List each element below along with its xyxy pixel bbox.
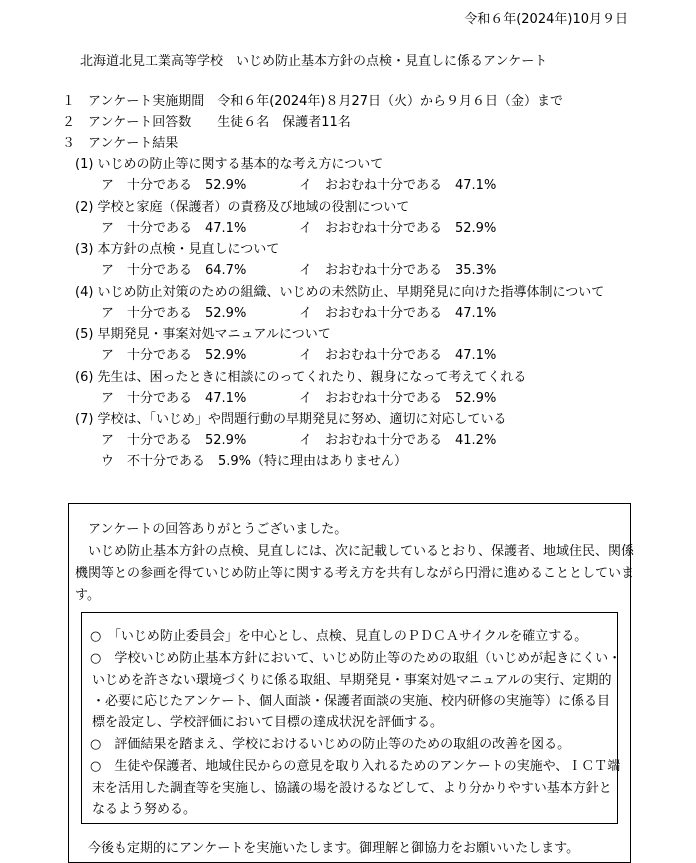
section-results-heading: ３ アンケート結果 [62, 136, 179, 151]
answer-a: ア 十分である 52.9% [101, 433, 247, 448]
answer-a: ア 十分である 64.7% [101, 263, 247, 278]
section-response-count: ２ アンケート回答数 生徒６名 保護者11名 [62, 115, 351, 130]
document-date: 令和６年(2024年)10月９日 [464, 12, 628, 27]
question-7: (7) 学校は、「いじめ」や問題行動の早期発見に努め、適切に対応している [75, 412, 507, 427]
policy-item-4-cont: 末を活用した調査等を実施し、協議の場を設けるなどして、より分かりやすい基本方針と [92, 781, 612, 796]
answer-b: イ おおむね十分である 52.9% [299, 391, 497, 406]
answer-a: ア 十分である 52.9% [101, 306, 247, 321]
question-6: (6) 先生は、困ったときに相談にのってくれたり、親身になって考えてくれる [75, 370, 527, 385]
intro-line-1: いじめ防止基本方針の点検、見直しには、次に記載しているとおり、保護者、地域住民、関係 [88, 544, 635, 559]
answer-b: イ おおむね十分である 47.1% [299, 178, 497, 193]
policy-item-3: ○ 評価結果を踏まえ、学校におけるいじめの防止等のための取組の改善を図る。 [90, 737, 571, 752]
answer-c: ウ 不十分である 5.9%（特に理由はありません） [101, 454, 408, 469]
policy-item-2: ○ 学校いじめ防止基本方針において、いじめ防止等のための取組（いじめが起きにくい・ [90, 651, 622, 666]
answer-a: ア 十分である 47.1% [101, 221, 247, 236]
answer-b: イ おおむね十分である 35.3% [299, 263, 497, 278]
answer-b: イ おおむね十分である 47.1% [299, 306, 497, 321]
question-5: (5) 早期発見・事案対処マニュアルについて [75, 327, 331, 342]
policy-item-1: ○ 「いじめ防止委員会」を中心とし、点検、見直しのＰＤＣＡサイクルを確立する。 [90, 629, 588, 644]
answer-b: イ おおむね十分である 41.2% [299, 433, 497, 448]
policy-item-4-cont: なるよう努める。 [92, 802, 197, 817]
intro-line-3: す。 [75, 588, 100, 603]
section-survey-period: １ アンケート実施期間 令和６年(2024年)８月27日（火）から９月６日（金）まで [62, 94, 563, 109]
answer-a: ア 十分である 47.1% [101, 391, 247, 406]
policy-item-4: ○ 生徒や保護者、地域住民からの意見を取り入れるためのアンケートの実施や、ＩＣＴ端 [90, 759, 621, 774]
answer-a: ア 十分である 52.9% [101, 178, 247, 193]
policy-item-2-cont: いじめを許さない環境づくりに係る取組、早期発見・事案対処マニュアルの実行、定期的 [92, 673, 612, 688]
intro-line-2: 機関等との参画を得ていじめ防止等に関する考え方を共有しながら円滑に進めることとしていま [75, 566, 635, 581]
answer-b: イ おおむね十分である 52.9% [299, 221, 497, 236]
question-1: (1) いじめの防止等に関する基本的な考え方について [75, 157, 384, 172]
answer-a: ア 十分である 52.9% [101, 348, 247, 363]
question-4: (4) いじめ防止対策のための組織、いじめの未然防止、早期発見に向けた指導体制について [75, 285, 605, 300]
thanks-text: アンケートの回答ありがとうございました。 [88, 522, 348, 537]
closing-text: 今後も定期的にアンケートを実施いたします。御理解と御協力をお願いいたします。 [88, 841, 580, 856]
question-2: (2) 学校と家庭（保護者）の責務及び地域の役割について [75, 200, 410, 215]
policy-item-2-cont: ・必要に応じたアンケート、個人面談・保護者面談の実施、校内研修の実施等）に係る目 [92, 694, 611, 709]
question-3: (3) 本方針の点検・見直しについて [75, 242, 280, 257]
answer-b: イ おおむね十分である 47.1% [299, 348, 497, 363]
policy-item-2-cont: 標を設定し、学校評価において目標の達成状況を評価する。 [92, 715, 444, 730]
document-title: 北海道北見工業高等学校 いじめ防止基本方針の点検・見直しに係るアンケート [80, 54, 548, 69]
